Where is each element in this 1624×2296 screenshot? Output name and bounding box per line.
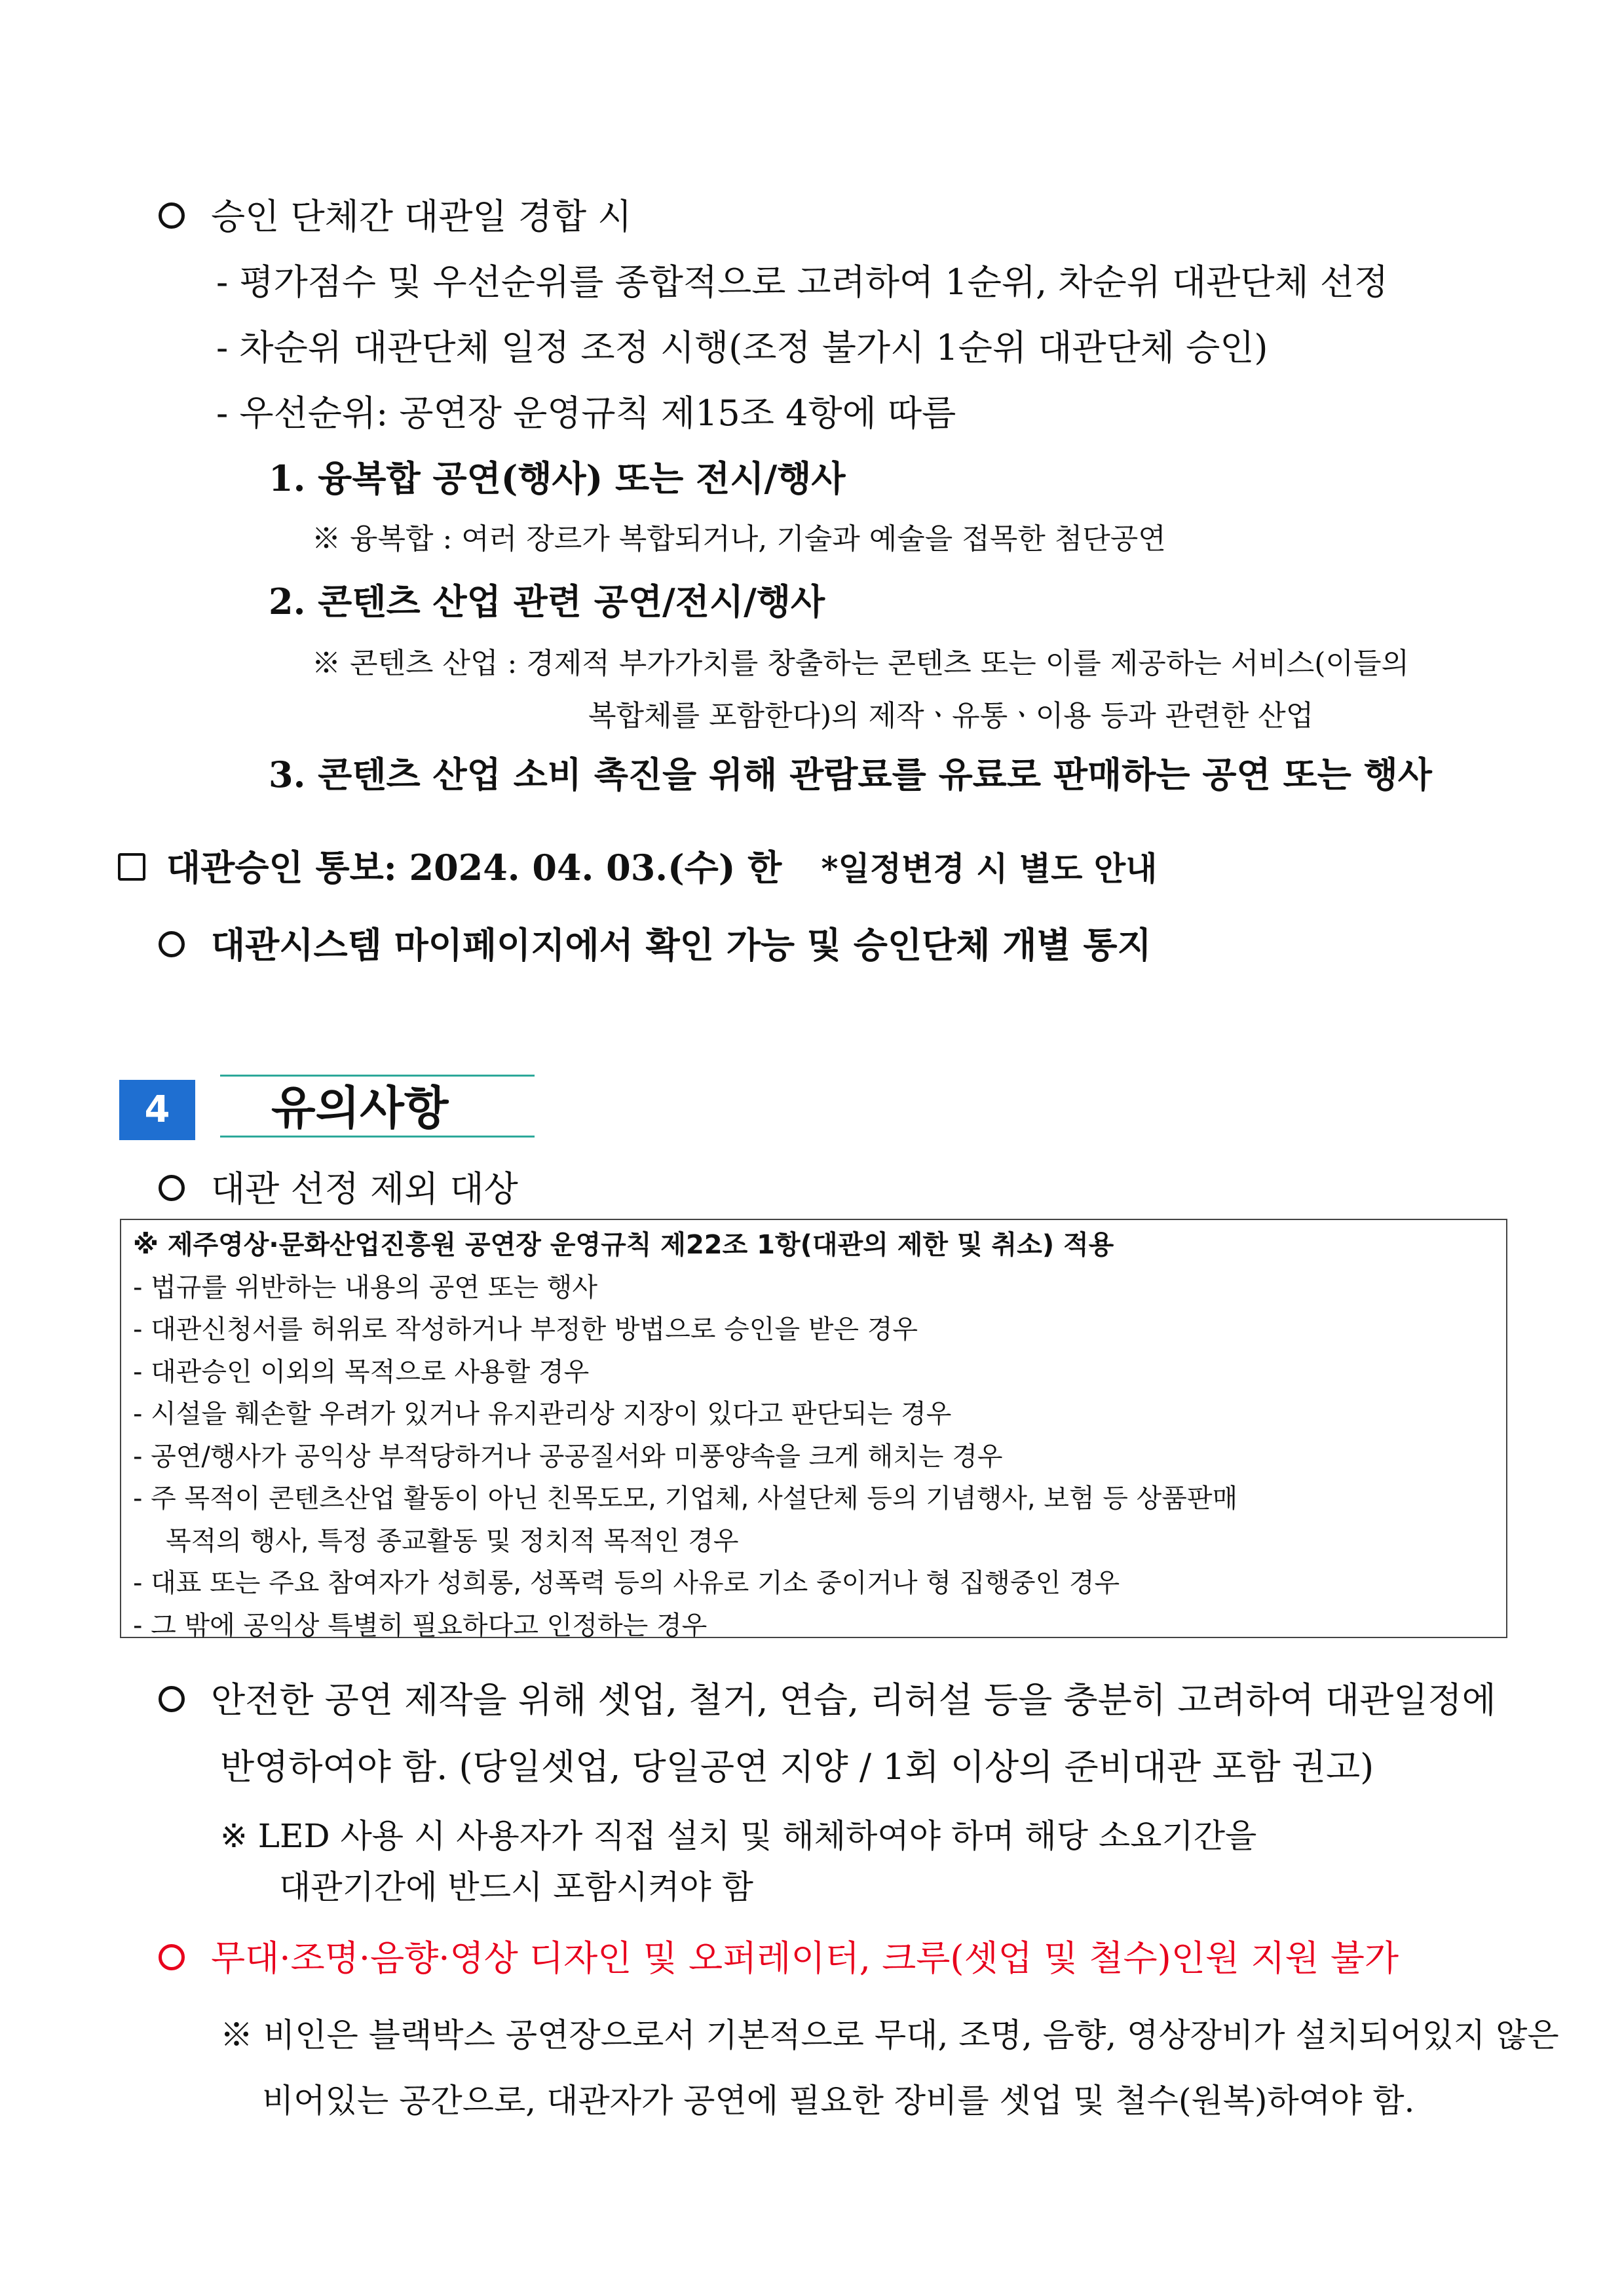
conflict-item-3: - 우선순위: 공연장 운영규칙 제15조 4항에 따름 [216,392,956,434]
blackbox-line-1: ※ 비인은 블랙박스 공연장으로서 기본적으로 무대, 조명, 음향, 영상장비가 설치되어있지 않은 [220,2016,1559,2054]
led-line-2: 대관기간에 반드시 포함시켜야 함 [279,1868,753,1906]
notice-note: *일정변경 시 별도 안내 [821,849,1158,888]
red-notice-text: 무대·조명·음향·영상 디자인 및 오퍼레이터, 크루(셋업 및 철수)인원 지원 불가 [211,1938,1399,1979]
box-item-continued: 목적의 행사, 특정 종교활동 및 정치적 목적인 경우 [166,1525,739,1556]
box-item: - 대관신청서를 허위로 작성하거나 부정한 방법으로 승인을 받은 경우 [133,1314,918,1345]
circle-bullet-icon [159,202,185,229]
section-title: 유의사항 [220,1075,535,1138]
box-title: ※ 제주영상·문화산업진흥원 공연장 운영규칙 제22조 1항(대관의 제한 및 취소) 적용 [133,1230,1114,1260]
exclusion-heading-text: 대관 선정 제외 대상 [211,1168,518,1210]
circle-bullet-icon [159,1175,185,1201]
priority-2-note-line1: ※ 콘텐츠 산업 : 경제적 부가가치를 창출하는 콘텐츠 또는 이를 제공하는 서비스(이들의 [312,647,1409,680]
notice-sub-text: 대관시스템 마이페이지에서 확인 가능 및 승인단체 개별 통지 [211,924,1152,966]
regulation-box [120,1219,1507,1641]
priority-3: 3. 콘텐츠 산업 소비 촉진을 위해 관람료를 유료로 판매하는 공연 또는 행사 [269,754,1432,795]
exclusion-heading [159,1161,518,1212]
conflict-item-1: - 평가점수 및 우선순위를 종합적으로 고려하여 1순위, 차순위 대관단체 선정 [216,261,1389,303]
safety-text-1: 안전한 공연 제작을 위해 셋업, 철거, 연습, 리허설 등을 충분히 고려하여 대관일정에 [211,1679,1496,1721]
approval-conflict-heading [159,189,632,239]
box-item: - 주 목적이 콘텐츠산업 활동이 아닌 친목도모, 기업체, 사설단체 등의 기념행사, 보험 등 상품판매 [133,1483,1238,1514]
section-number-badge: 4 [119,1080,195,1140]
notice-line [118,840,1157,890]
box-item: - 법규를 위반하는 내용의 공연 또는 행사 [133,1272,597,1303]
safety-line-1 [159,1672,1496,1723]
box-item: - 시설을 훼손할 우려가 있거나 유지관리상 지장이 있다고 판단되는 경우 [133,1399,952,1429]
led-line-1: ※ LED 사용 시 사용자가 직접 설치 및 해체하여야 하며 해당 소요기간을 [220,1817,1257,1855]
priority-1-note: ※ 융복합 : 여러 장르가 복합되거나, 기술과 예술을 접목한 첨단공연 [312,522,1166,556]
heading-text: 승인 단체간 대관일 경합 시 [211,196,632,237]
circle-bullet-icon [159,931,185,957]
priority-1: 1. 융복합 공연(행사) 또는 전시/행사 [269,457,846,499]
box-item: - 공연/행사가 공익상 부적당하거나 공공질서와 미풍양속을 크게 해치는 경우 [133,1441,1003,1472]
box-item: - 그 밖에 공익상 특별히 필요하다고 인정하는 경우 [133,1610,708,1641]
notice-sub [159,917,1152,968]
box-item: - 대관승인 이외의 목적으로 사용할 경우 [133,1356,590,1387]
priority-2: 2. 콘텐츠 산업 관련 공연/전시/행사 [269,581,825,622]
safety-line-2: 반영하여야 함. (당일셋업, 당일공연 지양 / 1회 이상의 준비대관 포함 권고) [220,1746,1374,1788]
blackbox-line-2: 비어있는 공간으로, 대관자가 공연에 필요한 장비를 셋업 및 철수(원복)하여야 함. [262,2082,1415,2120]
circle-bullet-icon [159,1944,185,1970]
priority-2-note-line2: 복합체를 포함한다)의 제작ㆍ유통ㆍ이용 등과 관련한 산업 [588,699,1314,733]
box-item: - 대표 또는 주요 참여자가 성희롱, 성폭력 등의 사유로 기소 중이거나 형 집행중인 경우 [133,1568,1120,1598]
notice-label: 대관승인 통보: 2024. 04. 03.(수) 한 [166,847,782,889]
conflict-item-2: - 차순위 대관단체 일정 조정 시행(조정 불가시 1순위 대관단체 승인) [216,327,1268,368]
square-bullet-icon [118,853,145,881]
red-notice [159,1930,1399,1981]
circle-bullet-icon [159,1686,185,1712]
